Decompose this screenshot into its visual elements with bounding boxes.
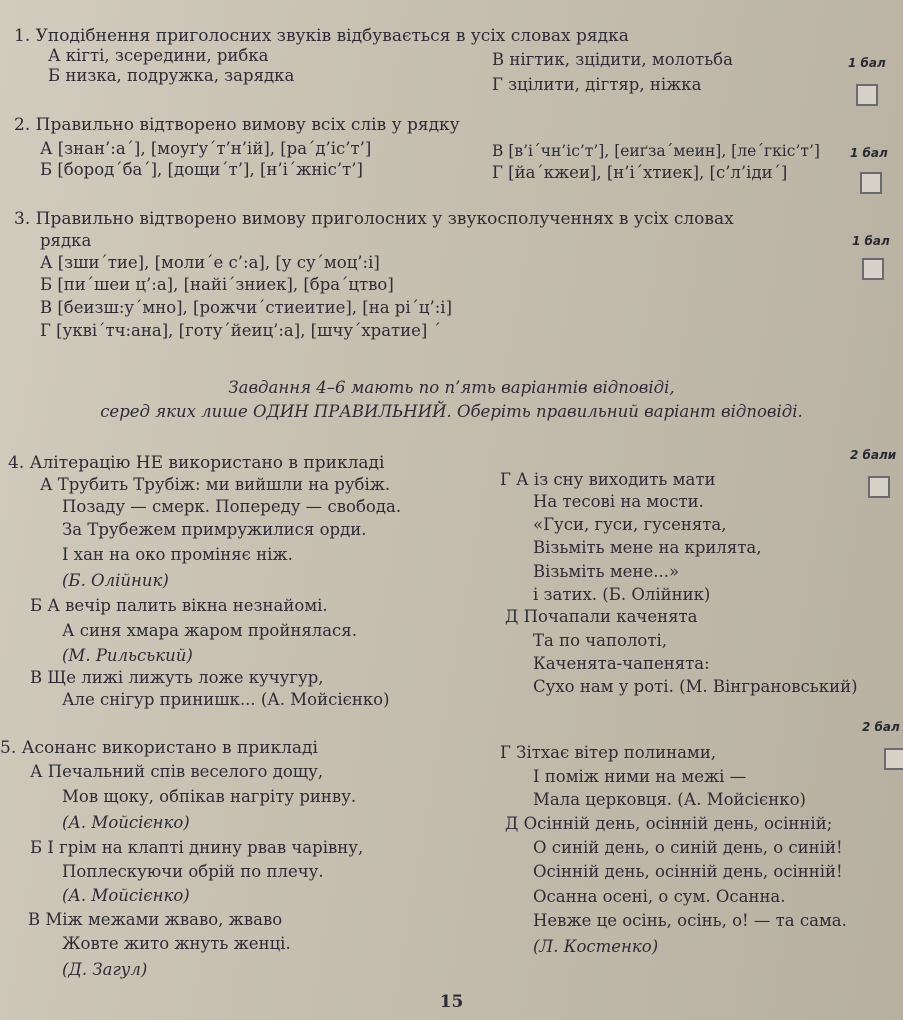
instruction-line-2: серед яких лише ОДИН ПРАВИЛЬНИЙ. Оберіть правильний варіант відповіді. [100,402,803,421]
q5-option-b-line: Поплескуючи обрій по плечу. [62,862,324,881]
q5-option-d-line: Д Осінній день, осінній день, осінній; [505,814,833,833]
q1-option-g: Г зцілити, дігтяр, ніжка [492,75,702,94]
q4-option-g-line: Візьміть мене...» [533,562,680,581]
q3-points: 1 бал [852,234,890,248]
q4-option-a-author: (Б. Олійник) [62,571,169,590]
q5-option-g-line: І поміж ними на межі — [533,767,747,786]
q4-option-a-line: За Трубежем примружилися орди. [62,520,367,539]
q5-option-d-line: О синій день, о синій день, о синій! [533,838,843,857]
q5-option-d-author: (Л. Костенко) [533,937,659,956]
q5-answer-box[interactable] [884,748,903,770]
q4-option-g-line: Візьміть мене на крилята, [533,538,762,557]
q3-option-b: Б [пи´шеи ц’:а], [найі´зниек], [бра´цтво] [40,275,394,294]
q3-option-a: А [зши´тие], [моли´е с’:а], [у су´моц’:і] [40,253,380,272]
q1-option-a: А кігті, зсередини, рибка [48,46,269,65]
q4-option-a-line: А Трубить Трубіж: ми вийшли на рубіж. [40,475,391,494]
q2-option-b: Б [бород´ба´], [дощи´т’], [н’і´жніс’т’] [40,160,363,179]
q4-option-a-line: Позаду — смерк. Попереду — свобода. [62,497,402,516]
q4-option-g-line: Г А із сну виходить мати [500,470,716,489]
q4-option-g-line: На тесові на мости. [533,492,704,511]
q2-points: 1 бал [850,146,888,160]
q4-option-b-author: (М. Рильський) [62,646,193,665]
q4-option-a-line: І хан на око проміняє ніж. [62,545,293,564]
q5-points: 2 бал [862,720,900,734]
q5-option-b-line: Б І грім на клапті днину рвав чарівну, [30,838,364,857]
q4-option-d-line: Та по чаполоті, [533,631,668,650]
q3-option-g: Г [укві´тч:ана], [готу´йеиц’:а], [шчу´хратие] ´ [40,321,441,340]
q5-option-v-line: Жовте жито жнуть женці. [62,934,291,953]
q4-option-d-line: Д Почапали каченята [505,607,698,626]
q4-option-d-line: Сухо нам у роті. (М. Вінграновський) [533,677,858,696]
q3-title-cont: рядка [40,231,92,250]
q3-answer-box[interactable] [862,258,884,280]
q1-title: 1. Уподібнення приголосних звуків відбувається в усіх словах рядка [14,26,629,46]
q4-option-v-line: В Ще лижі лижуть ложе кучугур, [30,668,324,687]
q4-option-d-line: Каченята-чапенята: [533,654,710,673]
q4-option-g-line: і затих. (Б. Олійник) [533,585,711,604]
q4-option-g-line: «Гуси, гуси, гусенята, [533,515,727,534]
q3-option-v: В [беизш:у´мно], [рожчи´стиеитие], [на рі´ц’:і] [40,298,453,317]
q4-points: 2 бали [850,448,897,462]
q1-answer-box[interactable] [856,84,878,106]
q3-title: 3. Правильно відтворено вимову приголосних у звукосполученнях в усіх словах [14,209,734,229]
q5-option-d-line: Осінній день, осінній день, осінній! [533,862,843,881]
q5-option-a-author: (А. Мойсієнко) [62,813,190,832]
q4-title: 4. Алітерацію НЕ використано в прикладі [8,453,385,473]
q2-answer-box[interactable] [860,172,882,194]
q2-option-v: В [в’і´чн’іс’т’], [еиґза´меин], [ле´гкіс’т’] [492,142,820,160]
q5-option-b-author: (А. Мойсієнко) [62,886,190,905]
q4-option-v-line: Але снігур принишк... (А. Мойсієнко) [62,690,390,709]
q5-option-g-line: Г Зітхає вітер полинами, [500,743,717,762]
q1-option-v: В нігтик, зцідити, молотьба [492,50,733,69]
q5-option-a-line: А Печальний спів веселого дощу, [30,762,324,781]
q2-option-g: Г [йа´кжеи], [н’і´хтиек], [с’л’іди´] [492,163,788,182]
q4-option-b-line: А синя хмара жаром пройнялася. [62,621,357,640]
q5-option-d-line: Осанна осені, о сум. Осанна. [533,887,786,906]
q2-title: 2. Правильно відтворено вимову всіх слів у рядку [14,115,460,135]
q2-option-a: А [знан’:а´], [моуґу´т’н’ій], [ра´д’іс’т’] [40,139,372,158]
q5-option-v-line: В Між межами жваво, жваво [28,910,283,929]
q5-option-d-line: Невже це осінь, осінь, о! — та сама. [533,911,847,930]
q5-option-v-author: (Д. Загул) [62,960,148,979]
q1-points: 1 бал [848,56,886,70]
q5-option-g-line: Мала церковця. (А. Мойсієнко) [533,790,806,809]
q5-option-a-line: Мов щоку, обпікав нагріту ринву. [62,787,357,806]
q4-answer-box[interactable] [868,476,890,498]
instruction-line-1: Завдання 4–6 мають по п’ять варіантів відповіді, [228,378,675,397]
q5-title: 5. Асонанс використано в прикладі [0,738,318,758]
q1-option-b: Б низка, подружка, зарядка [48,66,295,85]
q4-option-b-line: Б А вечір палить вікна незнайомі. [30,596,328,615]
page-number: 15 [439,992,464,1012]
